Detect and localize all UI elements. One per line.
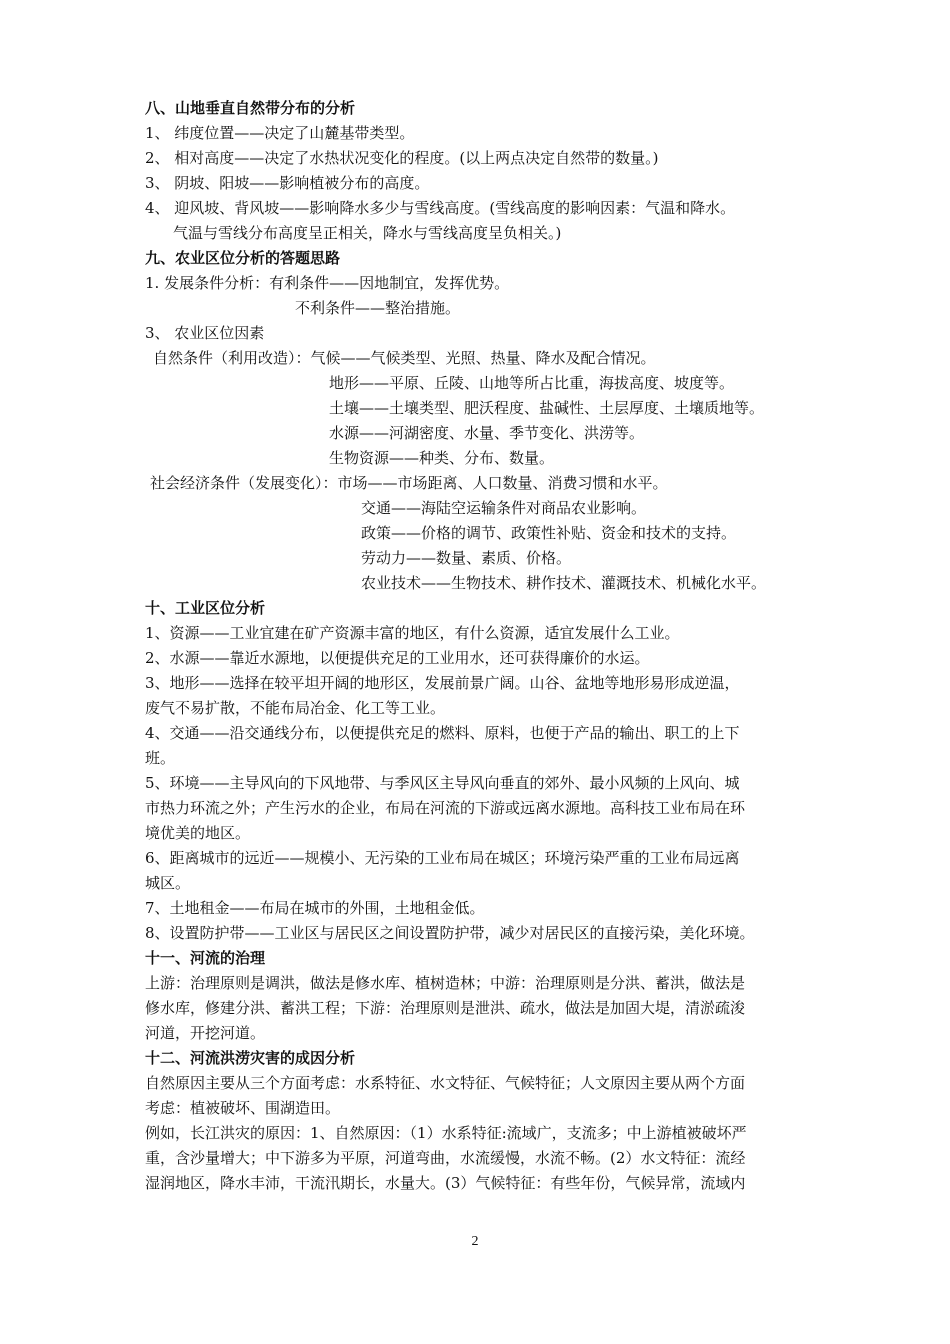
text-line: 地形——平原、丘陵、山地等所占比重，海拔高度、坡度等。 [329, 374, 735, 392]
section-heading: 十一、河流的治理 [145, 949, 266, 967]
text-line: 3、地形——选择在较平坦开阔的地形区，发展前景广阔。山谷、盆地等地形易形成逆温， [145, 674, 740, 692]
text-line: 4、交通——沿交通线分布，以便提供充足的燃料、原料，也便于产品的输出、职工的上下 [145, 724, 740, 742]
text-line: 劳动力——数量、素质、价格。 [361, 549, 572, 567]
text-line: 3、 阴坡、阳坡——影响植被分布的高度。 [145, 174, 430, 192]
text-line: 自然原因主要从三个方面考虑：水系特征、水文特征、气候特征；人文原因主要从两个方面 [145, 1074, 746, 1092]
text-line: 废气不易扩散，不能布局冶金、化工等工业。 [145, 699, 446, 717]
text-line: 自然条件（利用改造）：气候——气候类型、光照、热量、降水及配合情况。 [153, 349, 656, 367]
text-line: 4、 迎风坡、背风坡——影响降水多少与雪线高度。(雪线高度的影响因素：气温和降水。 [145, 199, 736, 217]
text-line: 3、 农业区位因素 [145, 324, 265, 342]
text-line: 城区。 [145, 874, 191, 892]
text-line: 生物资源——种类、分布、数量。 [329, 449, 555, 467]
text-line: 1. 发展条件分析：有利条件——因地制宜，发挥优势。 [145, 274, 510, 292]
text-line: 6、距离城市的远近——规模小、无污染的工业布局在城区；环境污染严重的工业布局远离 [145, 849, 740, 867]
section-heading: 十、工业区位分析 [145, 599, 266, 617]
text-line: 交通——海陆空运输条件对商品农业影响。 [361, 499, 647, 517]
text-line: 土壤——土壤类型、肥沃程度、盐碱性、土层厚度、土壤质地等。 [329, 399, 765, 417]
text-line: 上游：治理原则是调洪，做法是修水库、植树造林；中游：治理原则是分洪、蓄洪，做法是 [145, 974, 746, 992]
page-number: 2 [471, 1234, 479, 1249]
text-line: 班。 [145, 749, 176, 767]
section-heading: 八、山地垂直自然带分布的分析 [145, 99, 356, 117]
text-line: 气温与雪线分布高度呈正相关，降水与雪线高度呈负相关。) [173, 224, 562, 242]
section-heading: 九、农业区位分析的答题思路 [145, 249, 341, 267]
section-heading: 十二、河流洪涝灾害的成因分析 [145, 1049, 356, 1067]
text-line: 市热力环流之外；产生污水的企业，布局在河流的下游或远离水源地。高科技工业布局在环 [145, 799, 746, 817]
text-line: 境优美的地区。 [145, 824, 251, 842]
text-line: 2、 相对高度——决定了水热状况变化的程度。(以上两点决定自然带的数量。) [145, 149, 659, 167]
text-line: 河道，开挖河道。 [145, 1024, 266, 1042]
text-line: 8、设置防护带——工业区与居民区之间设置防护带，减少对居民区的直接污染，美化环境。 [145, 924, 755, 942]
text-line: 7、土地租金——布局在城市的外围，土地租金低。 [145, 899, 485, 917]
text-line: 2、水源——靠近水源地，以便提供充足的工业用水，还可获得廉价的水运。 [145, 649, 650, 667]
text-line: 重，含沙量增大；中下游多为平原，河道弯曲，水流缓慢，水流不畅。(2）水文特征：流经 [145, 1149, 746, 1167]
text-line: 不利条件——整治措施。 [295, 299, 461, 317]
text-line: 1、资源——工业宜建在矿产资源丰富的地区，有什么资源，适宜发展什么工业。 [145, 624, 680, 642]
text-line: 湿润地区，降水丰沛，干流汛期长，水量大。(3）气候特征：有些年份，气候异常，流域内 [145, 1174, 746, 1192]
text-line: 5、环境——主导风向的下风地带、与季风区主导风向垂直的郊外、最小风频的上风向、城 [145, 774, 740, 792]
text-line: 考虑：植被破坏、围湖造田。 [145, 1099, 341, 1117]
text-line: 政策——价格的调节、政策性补贴、资金和技术的支持。 [361, 524, 737, 542]
text-line: 社会经济条件（发展变化）：市场——市场距离、人口数量、消费习惯和水平。 [150, 474, 668, 492]
text-line: 例如，长江洪灾的原因：1、自然原因：（1）水系特征:流域广，支流多；中上游植被破坏严 [145, 1124, 747, 1142]
text-line: 修水库，修建分洪、蓄洪工程；下游：治理原则是泄洪、疏水，做法是加固大堤，清淤疏浚 [145, 999, 746, 1017]
text-line: 农业技术——生物技术、耕作技术、灌溉技术、机械化水平。 [361, 574, 767, 592]
text-line: 水源——河湖密度、水量、季节变化、洪涝等。 [329, 424, 645, 442]
text-line: 1、 纬度位置——决定了山麓基带类型。 [145, 124, 415, 142]
